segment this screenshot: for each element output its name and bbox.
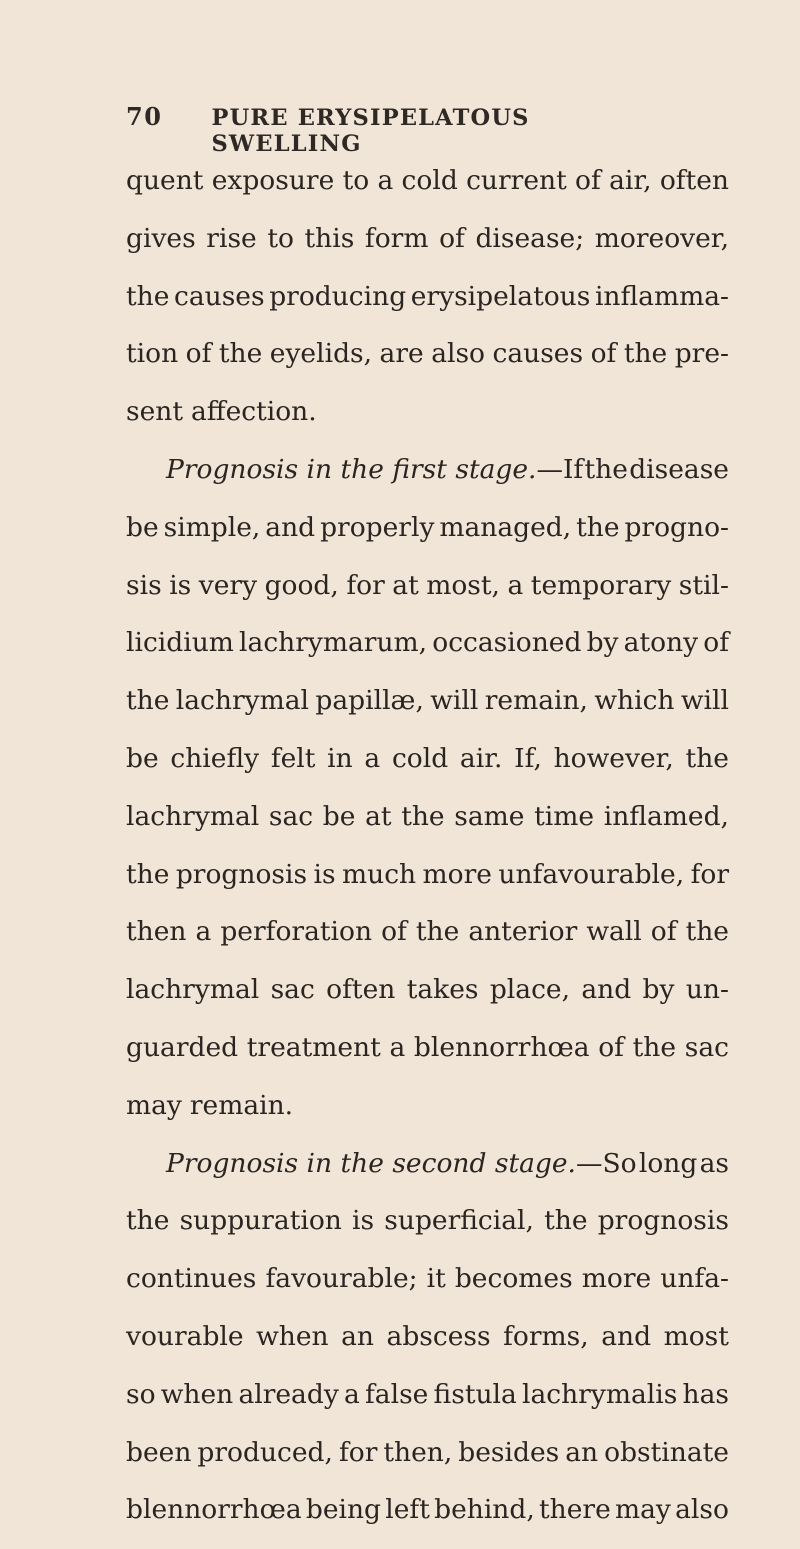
word: be bbox=[126, 742, 159, 774]
word: this bbox=[304, 222, 355, 254]
word: an bbox=[341, 1320, 374, 1352]
word: temporary bbox=[530, 569, 672, 601]
word: the bbox=[576, 511, 620, 543]
word: inflamma- bbox=[594, 280, 729, 312]
word: felt bbox=[270, 742, 316, 774]
word: already bbox=[238, 1378, 339, 1410]
word: it bbox=[426, 1263, 446, 1295]
word: remain. bbox=[189, 1089, 294, 1121]
word: being bbox=[305, 1494, 382, 1526]
word: the bbox=[126, 1205, 170, 1237]
word: guarded bbox=[126, 1031, 239, 1063]
word: forms, bbox=[503, 1320, 589, 1352]
text-line bbox=[126, 682, 729, 740]
word: of bbox=[439, 222, 465, 254]
word: causes bbox=[174, 280, 265, 312]
word: erysipelatous bbox=[410, 280, 591, 312]
word: producing bbox=[269, 280, 407, 312]
word: un- bbox=[685, 974, 729, 1006]
word: disease bbox=[629, 453, 729, 485]
word: long bbox=[638, 1147, 698, 1179]
word: lachrymal bbox=[175, 685, 310, 717]
word: causes bbox=[492, 338, 584, 370]
word: superficial, bbox=[384, 1205, 534, 1237]
text-line bbox=[126, 1202, 729, 1260]
word: of bbox=[598, 1031, 624, 1063]
word: may bbox=[614, 1494, 671, 1526]
word: and bbox=[265, 511, 316, 543]
text-line bbox=[126, 1434, 729, 1492]
text-line bbox=[126, 1145, 729, 1203]
word: of bbox=[590, 338, 617, 370]
word: as bbox=[699, 1147, 729, 1179]
word: anterior bbox=[468, 916, 578, 948]
word: licidium bbox=[126, 627, 234, 659]
word: is bbox=[352, 1205, 375, 1237]
word: of bbox=[703, 627, 729, 659]
word: much bbox=[342, 858, 417, 890]
text-line bbox=[126, 1260, 729, 1318]
word: blennorrhœa bbox=[413, 1031, 590, 1063]
word: the bbox=[685, 742, 729, 774]
text-line bbox=[126, 913, 729, 971]
word: gives bbox=[126, 222, 196, 254]
word: for bbox=[346, 569, 385, 601]
word: a bbox=[195, 916, 212, 948]
word: the bbox=[632, 1031, 677, 1063]
text-line bbox=[126, 162, 729, 220]
text-line bbox=[126, 1087, 729, 1145]
word: then bbox=[126, 916, 187, 948]
word: remain, bbox=[484, 685, 588, 717]
word: when bbox=[160, 1378, 234, 1410]
text-line bbox=[126, 624, 729, 682]
word: lachrymal bbox=[126, 800, 260, 832]
word: be bbox=[322, 800, 356, 832]
word: the bbox=[126, 280, 170, 312]
text-line bbox=[126, 1376, 729, 1434]
word: time bbox=[534, 800, 595, 832]
word: often bbox=[326, 974, 396, 1006]
word: the bbox=[415, 916, 460, 948]
word: for bbox=[690, 858, 729, 890]
word: of bbox=[575, 165, 601, 196]
word: air, bbox=[609, 165, 652, 196]
word: to bbox=[342, 165, 370, 196]
word: is bbox=[169, 569, 192, 601]
word: abscess bbox=[386, 1320, 491, 1352]
word: false bbox=[364, 1378, 429, 1410]
word: affection. bbox=[190, 396, 317, 428]
text-line bbox=[126, 740, 729, 798]
word: sac bbox=[684, 1031, 729, 1063]
word: been bbox=[126, 1436, 192, 1468]
word: then, bbox=[383, 1436, 453, 1468]
text-line bbox=[126, 1318, 729, 1376]
text-line bbox=[126, 856, 729, 914]
word: a bbox=[507, 569, 524, 601]
word: perforation bbox=[220, 916, 373, 948]
text-line bbox=[126, 451, 729, 509]
word: unfa- bbox=[660, 1263, 729, 1295]
word: pre- bbox=[674, 338, 729, 370]
word: lachrymal bbox=[126, 974, 260, 1006]
body-text bbox=[126, 162, 729, 1549]
word: may bbox=[126, 1089, 182, 1121]
word: of bbox=[381, 916, 407, 948]
word: by bbox=[642, 974, 675, 1006]
word: chiefly bbox=[170, 742, 260, 774]
word: disease; bbox=[475, 222, 585, 254]
word: be bbox=[126, 511, 159, 543]
word: besides bbox=[458, 1436, 560, 1468]
word: form bbox=[364, 222, 429, 254]
word: progno- bbox=[624, 511, 729, 543]
italic-heading: Prognosis in the first stage.—If bbox=[166, 451, 583, 489]
text-line bbox=[126, 971, 729, 1029]
text-line bbox=[126, 278, 729, 336]
word: however, bbox=[553, 742, 674, 774]
word: a bbox=[343, 1378, 360, 1410]
text-line bbox=[126, 1491, 729, 1549]
word: and bbox=[581, 974, 632, 1006]
word: sac bbox=[270, 974, 315, 1006]
word: a bbox=[364, 742, 381, 774]
word: produced, bbox=[197, 1436, 333, 1468]
word: very bbox=[198, 569, 258, 601]
word: the bbox=[218, 338, 263, 370]
word: the bbox=[685, 916, 729, 948]
text-line bbox=[126, 567, 729, 625]
word: papillæ, bbox=[315, 685, 424, 717]
word: —If bbox=[536, 453, 584, 485]
word: the bbox=[544, 1205, 588, 1237]
word: simple, bbox=[163, 511, 261, 543]
word: sis bbox=[126, 569, 162, 601]
word: for bbox=[338, 1436, 378, 1468]
word: at bbox=[365, 800, 392, 832]
word: when bbox=[256, 1320, 329, 1352]
word: favourable; bbox=[265, 1263, 418, 1295]
word: eyelids, bbox=[269, 338, 373, 370]
word: unfavourable, bbox=[498, 858, 685, 890]
word: rise bbox=[206, 222, 257, 254]
word: suppuration bbox=[179, 1205, 342, 1237]
word: more bbox=[581, 1263, 652, 1295]
word: the bbox=[623, 338, 668, 370]
word: left bbox=[385, 1494, 430, 1526]
word: inflamed, bbox=[603, 800, 729, 832]
word: is bbox=[313, 858, 336, 890]
word: current bbox=[466, 165, 567, 196]
word: by bbox=[586, 627, 619, 659]
word: to bbox=[267, 222, 294, 254]
word: wall bbox=[586, 916, 642, 948]
word: same bbox=[454, 800, 525, 832]
word: a bbox=[389, 1031, 406, 1063]
italic-heading: Prognosis in the second stage.—So bbox=[166, 1145, 637, 1183]
word: good, bbox=[264, 569, 339, 601]
word: continues bbox=[126, 1263, 257, 1295]
word: prognosis bbox=[175, 858, 308, 890]
page-number: 70 bbox=[126, 102, 163, 131]
word: air. bbox=[459, 742, 503, 774]
word: the bbox=[584, 453, 628, 485]
word: the bbox=[401, 800, 445, 832]
word: cold bbox=[401, 165, 458, 196]
text-line bbox=[126, 220, 729, 278]
running-title: PURE ERYSIPELATOUS SWELLING bbox=[211, 105, 530, 157]
word: cold bbox=[391, 742, 449, 774]
word: of bbox=[650, 916, 677, 948]
word: will bbox=[430, 685, 479, 717]
word: vourable bbox=[126, 1320, 244, 1352]
text-line bbox=[126, 1029, 729, 1087]
word: has bbox=[682, 1378, 729, 1410]
word: obstinate bbox=[604, 1436, 729, 1468]
word: occasioned bbox=[432, 627, 582, 659]
word: quent bbox=[126, 165, 204, 196]
text-line bbox=[126, 509, 729, 567]
word: stil- bbox=[678, 569, 729, 601]
word: behind, bbox=[434, 1494, 535, 1526]
word: often bbox=[659, 165, 729, 196]
word: also bbox=[675, 1494, 729, 1526]
word: the bbox=[126, 685, 170, 717]
word: tion bbox=[126, 338, 179, 370]
text-line bbox=[126, 335, 729, 393]
page-header bbox=[126, 102, 686, 157]
word: lachrymalis bbox=[522, 1378, 678, 1410]
text-line bbox=[126, 798, 729, 856]
word: which bbox=[594, 685, 675, 717]
word: of bbox=[185, 338, 212, 370]
word: lachrymarum, bbox=[239, 627, 428, 659]
word: also bbox=[431, 338, 486, 370]
word: place, bbox=[489, 974, 571, 1006]
word: will bbox=[680, 685, 729, 717]
word: in bbox=[327, 742, 353, 774]
word: managed, bbox=[439, 511, 572, 543]
word: exposure bbox=[211, 165, 335, 196]
word: more bbox=[422, 858, 492, 890]
word: are bbox=[379, 338, 424, 370]
word: —So bbox=[575, 1147, 637, 1179]
word: the bbox=[126, 858, 170, 890]
word: treatment bbox=[246, 1031, 381, 1063]
word: most, bbox=[426, 569, 500, 601]
word: blennorrhœa bbox=[126, 1494, 302, 1526]
word: atony bbox=[623, 627, 699, 659]
word: prognosis bbox=[597, 1205, 729, 1237]
word: so bbox=[126, 1378, 156, 1410]
word: an bbox=[565, 1436, 599, 1468]
word: there bbox=[539, 1494, 611, 1526]
word: properly bbox=[320, 511, 435, 543]
word: becomes bbox=[454, 1263, 573, 1295]
word: at bbox=[392, 569, 419, 601]
word: takes bbox=[406, 974, 479, 1006]
word: sac bbox=[268, 800, 314, 832]
word: fistula bbox=[433, 1378, 517, 1410]
text-line bbox=[126, 393, 729, 451]
word: moreover, bbox=[594, 222, 729, 254]
word: and bbox=[601, 1320, 652, 1352]
word: sent bbox=[126, 396, 183, 428]
word: If, bbox=[514, 742, 542, 774]
word: a bbox=[377, 165, 394, 196]
word: most bbox=[663, 1320, 729, 1352]
